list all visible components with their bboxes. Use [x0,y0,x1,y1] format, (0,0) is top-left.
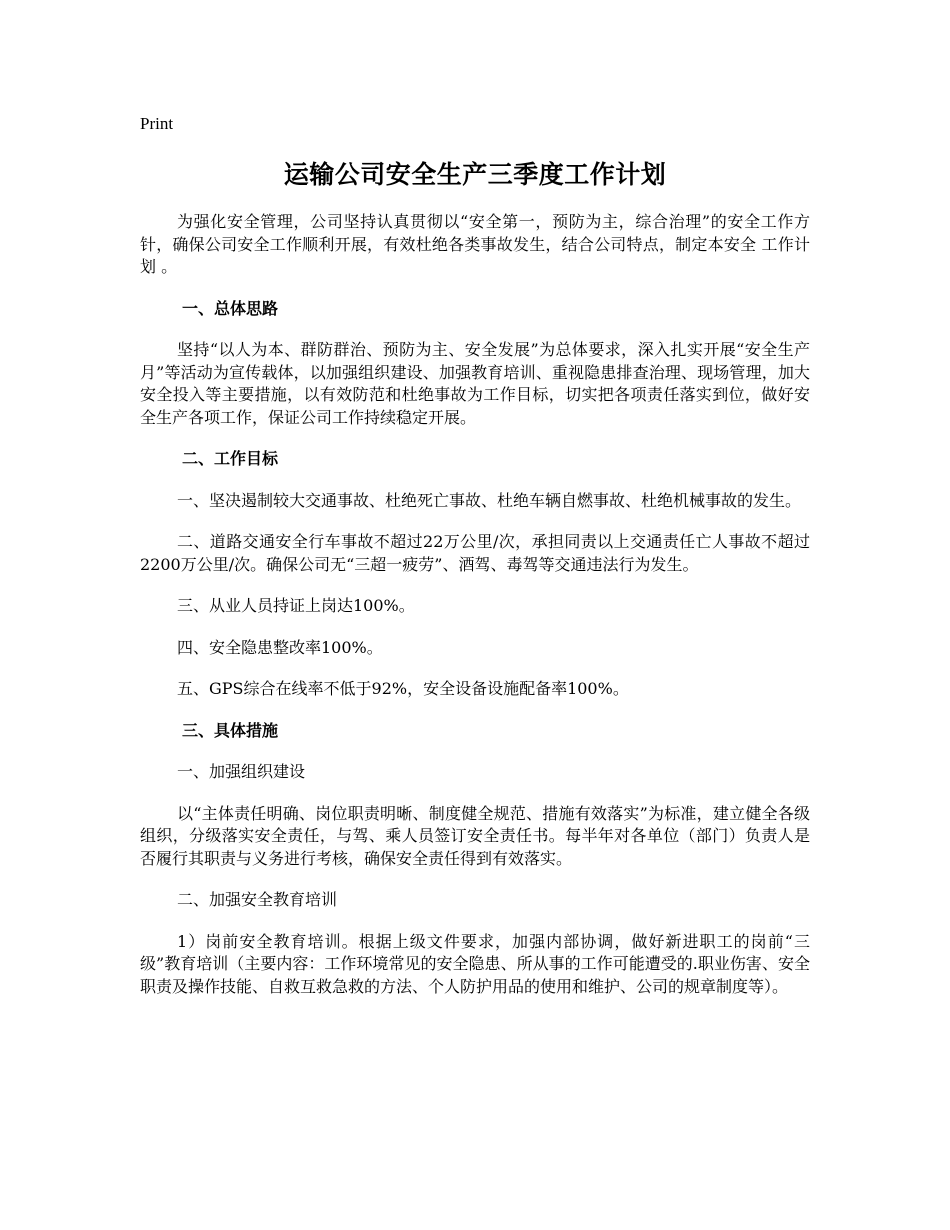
goal-item: 三、从业人员持证上岗达100%。 [177,596,415,615]
body-paragraph: 坚持“以人为本、群防群治、预防为主、安全发展”为总体要求，深入扎实开展“安全生产月”等活动为宣传载体，以加强组织建设、加强教育培训、重视隐患排查治理、现场管理，加大安全投入等主要措施，以有效防范和杜绝事故为工作目标，切实把各项责任落实到位，做好安全生产各项工作，保证公司工作持续稳定开展。 [140,340,810,427]
body-paragraph: 以“主体责任明确、岗位职责明晰、制度健全规范、措施有效落实”为标准，建立健全各级组织，分级落实安全责任，与驾、乘人员签订安全责任书。每半年对各单位（部门）负责人是否履行其职责与义务进行考核，确保安全责任得到有效落实。 [140,803,810,868]
intro-paragraph: 为强化安全管理，公司坚持认真贯彻以“安全第一，预防为主，综合治理”的安全工作方针，确保公司安全工作顺利开展，有效杜绝各类事故发生，结合公司特点，制定本安全 工作计划 。 [140,212,810,276]
goal-item: 四、安全隐患整改率100%。 [177,637,383,657]
section-heading-general-approach: 一、总体思路 [182,298,279,318]
goal-item: 一、坚决遏制较大交通事故、杜绝死亡事故、杜绝车辆自燃事故、杜绝机械事故的发生。 [177,490,802,510]
document-body [140,211,810,1017]
body-paragraph: 1）岗前安全教育培训。根据上级文件要求，加强内部协调，做好新进职工的岗前“三级”教育培训（主要内容：工作环境常见的安全隐患、所从事的工作可能遭受的.职业伤害、安全职责及操作技能、自救互救急救的方法、个人防护用品的使用和维护、公司的规章制度等）。 [140,931,810,996]
measure-subheading: 二、加强安全教育培训 [177,890,338,909]
goal-item: 五、GPS综合在线率不低于92%，安全设备设施配备率100%。 [177,679,629,698]
print-label: Print [140,114,174,133]
section-heading-measures: 三、具体措施 [182,720,279,740]
document-title: 运输公司安全生产三季度工作计划 [283,160,667,189]
section-heading-work-goals: 二、工作目标 [182,449,279,468]
goal-item: 二、道路交通安全行车事故不超过22万公里/次，承担同责以上交通责任亡人事故不超过2200万公里/次。确保公司无“三超一疲劳”、酒驾、毒驾等交通违法行为发生。 [140,532,810,574]
measure-subheading: 一、加强组织建设 [177,762,306,781]
